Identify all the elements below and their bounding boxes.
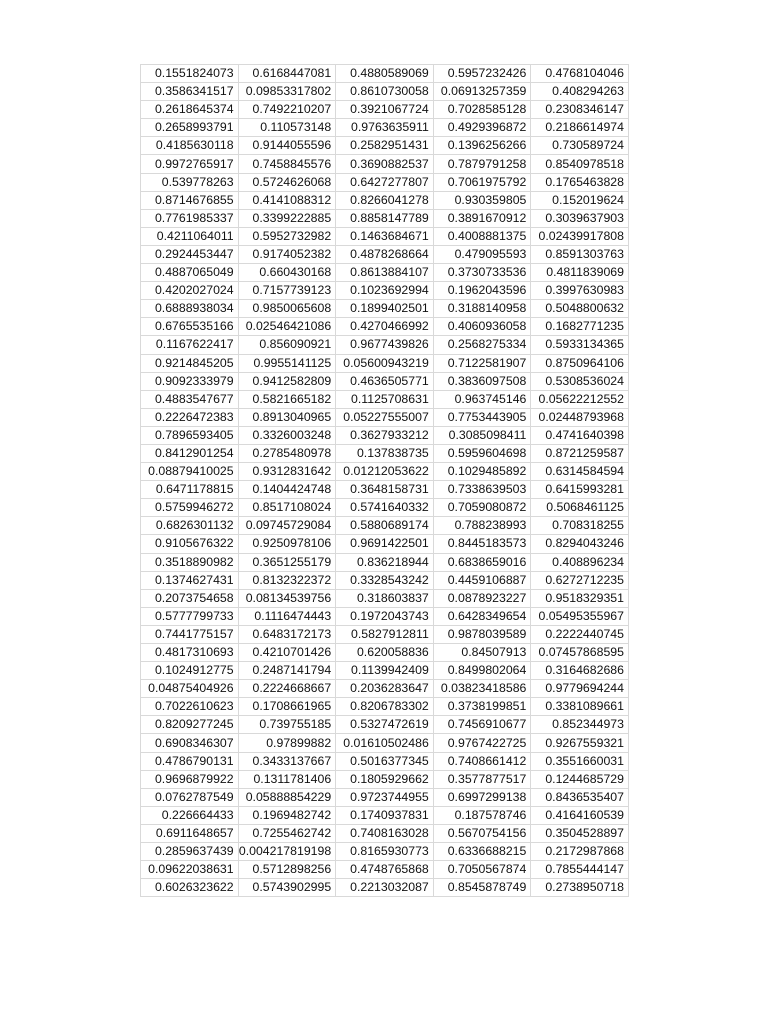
table-cell[interactable]: 0.2224668667 bbox=[238, 680, 336, 698]
table-row bbox=[141, 698, 629, 716]
table-cell[interactable]: 0.4883547677 bbox=[141, 390, 239, 408]
table-cell[interactable]: 0.6826301132 bbox=[141, 517, 239, 535]
table-cell[interactable]: 0.5743902995 bbox=[238, 879, 336, 897]
table-cell[interactable]: 0.7761985337 bbox=[141, 209, 239, 227]
table-cell[interactable]: 0.152019624 bbox=[531, 191, 629, 209]
table-row bbox=[141, 227, 629, 245]
table-row bbox=[141, 155, 629, 173]
table-row bbox=[141, 680, 629, 698]
table-cell[interactable]: 0.2924453447 bbox=[141, 245, 239, 263]
table-cell[interactable]: 0.9214845205 bbox=[141, 354, 239, 372]
table-cell[interactable]: 0.3627933212 bbox=[336, 426, 434, 444]
table-cell[interactable]: 0.5670754156 bbox=[433, 824, 531, 842]
table-cell[interactable]: 0.1740937831 bbox=[336, 806, 434, 824]
table-cell[interactable]: 0.3381089661 bbox=[531, 698, 629, 716]
table-cell[interactable]: 0.07457868595 bbox=[531, 644, 629, 662]
table-cell[interactable]: 0.7753443905 bbox=[433, 408, 531, 426]
table-cell[interactable]: 0.788238993 bbox=[433, 517, 531, 535]
table-cell[interactable]: 0.05622212552 bbox=[531, 390, 629, 408]
table-cell[interactable]: 0.9518329351 bbox=[531, 589, 629, 607]
table-cell[interactable]: 0.8412901254 bbox=[141, 444, 239, 462]
table-cell[interactable]: 0.9878039589 bbox=[433, 625, 531, 643]
table-cell[interactable]: 0.3433137667 bbox=[238, 752, 336, 770]
table-cell[interactable]: 0.620058836 bbox=[336, 644, 434, 662]
table-row bbox=[141, 734, 629, 752]
table-cell[interactable]: 0.4786790131 bbox=[141, 752, 239, 770]
table-cell[interactable]: 0.7157739123 bbox=[238, 282, 336, 300]
table-cell[interactable]: 0.2859637439 bbox=[141, 843, 239, 861]
table-cell[interactable]: 0.9412582809 bbox=[238, 372, 336, 390]
table-cell[interactable]: 0.739755185 bbox=[238, 716, 336, 734]
table-cell[interactable]: 0.408294263 bbox=[531, 83, 629, 101]
table-cell[interactable]: 0.08134539756 bbox=[238, 589, 336, 607]
table-cell[interactable]: 0.2073754658 bbox=[141, 589, 239, 607]
table-cell[interactable]: 0.318603837 bbox=[336, 589, 434, 607]
table-cell[interactable]: 0.2222440745 bbox=[531, 625, 629, 643]
table-cell[interactable]: 0.09853317802 bbox=[238, 83, 336, 101]
table-cell[interactable]: 0.7896593405 bbox=[141, 426, 239, 444]
table-cell[interactable]: 0.8206783302 bbox=[336, 698, 434, 716]
table-cell[interactable]: 0.4636505771 bbox=[336, 372, 434, 390]
table-cell[interactable]: 0.05227555007 bbox=[336, 408, 434, 426]
table-cell[interactable]: 0.97899882 bbox=[238, 734, 336, 752]
table-cell[interactable]: 0.3738199851 bbox=[433, 698, 531, 716]
table-row bbox=[141, 354, 629, 372]
table-cell[interactable]: 0.4880589069 bbox=[336, 65, 434, 83]
table-cell[interactable]: 0.7458845576 bbox=[238, 155, 336, 173]
table-cell[interactable]: 0.7050567874 bbox=[433, 861, 531, 879]
table-cell[interactable]: 0.1374627431 bbox=[141, 571, 239, 589]
table-cell[interactable]: 0.5048800632 bbox=[531, 300, 629, 318]
table-cell[interactable]: 0.7492210207 bbox=[238, 101, 336, 119]
table-row bbox=[141, 463, 629, 481]
table-cell[interactable]: 0.4202027024 bbox=[141, 282, 239, 300]
table-cell[interactable]: 0.05600943219 bbox=[336, 354, 434, 372]
table-cell[interactable]: 0.6765535166 bbox=[141, 318, 239, 336]
table-cell[interactable]: 0.7059080872 bbox=[433, 499, 531, 517]
table-cell[interactable]: 0.1125708631 bbox=[336, 390, 434, 408]
table-cell[interactable]: 0.8266041278 bbox=[336, 191, 434, 209]
table-cell[interactable]: 0.4008881375 bbox=[433, 227, 531, 245]
table-cell[interactable]: 0.02546421086 bbox=[238, 318, 336, 336]
table-cell[interactable]: 0.0878923227 bbox=[433, 589, 531, 607]
table-cell[interactable]: 0.9691422501 bbox=[336, 535, 434, 553]
table-cell[interactable]: 0.4817310693 bbox=[141, 644, 239, 662]
table-cell[interactable]: 0.6908346307 bbox=[141, 734, 239, 752]
table-cell[interactable]: 0.1899402501 bbox=[336, 300, 434, 318]
table-cell[interactable]: 0.8499802064 bbox=[433, 662, 531, 680]
table-row bbox=[141, 589, 629, 607]
table-cell[interactable]: 0.5759946272 bbox=[141, 499, 239, 517]
table-row bbox=[141, 390, 629, 408]
table-cell[interactable]: 0.5952732982 bbox=[238, 227, 336, 245]
table-row bbox=[141, 408, 629, 426]
table-cell[interactable]: 0.8613884107 bbox=[336, 264, 434, 282]
table-cell[interactable]: 0.1463684671 bbox=[336, 227, 434, 245]
table-cell[interactable]: 0.137838735 bbox=[336, 444, 434, 462]
table-cell[interactable]: 0.9767422725 bbox=[433, 734, 531, 752]
table-cell[interactable]: 0.5959604698 bbox=[433, 444, 531, 462]
table-cell[interactable]: 0.4748765868 bbox=[336, 861, 434, 879]
table-row bbox=[141, 300, 629, 318]
table-cell[interactable]: 0.852344973 bbox=[531, 716, 629, 734]
table-row bbox=[141, 173, 629, 191]
table-cell[interactable]: 0.5741640332 bbox=[336, 499, 434, 517]
table-row bbox=[141, 662, 629, 680]
table-row bbox=[141, 535, 629, 553]
table-row bbox=[141, 209, 629, 227]
table-cell[interactable]: 0.7879791258 bbox=[433, 155, 531, 173]
table-cell[interactable]: 0.7408163028 bbox=[336, 824, 434, 842]
table-cell[interactable]: 0.5827912811 bbox=[336, 625, 434, 643]
table-cell[interactable]: 0.6428349654 bbox=[433, 607, 531, 625]
table-cell[interactable]: 0.8714676855 bbox=[141, 191, 239, 209]
table-cell[interactable]: 0.3164682686 bbox=[531, 662, 629, 680]
data-table bbox=[140, 64, 629, 897]
table-cell[interactable]: 0.5724626068 bbox=[238, 173, 336, 191]
table-cell[interactable]: 0.9174052382 bbox=[238, 245, 336, 263]
table-cell[interactable]: 0.3188140958 bbox=[433, 300, 531, 318]
table-cell[interactable]: 0.1962043596 bbox=[433, 282, 531, 300]
table-cell[interactable]: 0.3730733536 bbox=[433, 264, 531, 282]
table-cell[interactable]: 0.84507913 bbox=[433, 644, 531, 662]
table-row bbox=[141, 336, 629, 354]
table-cell[interactable]: 0.09622038631 bbox=[141, 861, 239, 879]
table-cell[interactable]: 0.110573148 bbox=[238, 119, 336, 137]
table-row bbox=[141, 517, 629, 535]
table-cell[interactable]: 0.8436535407 bbox=[531, 788, 629, 806]
table-cell[interactable]: 0.9144055596 bbox=[238, 137, 336, 155]
table-row bbox=[141, 553, 629, 571]
table-row bbox=[141, 137, 629, 155]
table-cell[interactable]: 0.3577877517 bbox=[433, 770, 531, 788]
table-cell[interactable]: 0.9105676322 bbox=[141, 535, 239, 553]
table-cell[interactable]: 0.02448793968 bbox=[531, 408, 629, 426]
table-row bbox=[141, 824, 629, 842]
table-row bbox=[141, 426, 629, 444]
table-cell[interactable]: 0.1805929662 bbox=[336, 770, 434, 788]
table-row bbox=[141, 752, 629, 770]
table-row bbox=[141, 101, 629, 119]
table-cell[interactable]: 0.539778263 bbox=[141, 173, 239, 191]
table-cell[interactable]: 0.4741640398 bbox=[531, 426, 629, 444]
table-cell[interactable]: 0.4185630118 bbox=[141, 137, 239, 155]
table-cell[interactable]: 0.3039637903 bbox=[531, 209, 629, 227]
table-cell[interactable]: 0.408896234 bbox=[531, 553, 629, 571]
table-cell[interactable]: 0.1682771235 bbox=[531, 318, 629, 336]
table-cell[interactable]: 0.6997299138 bbox=[433, 788, 531, 806]
table-cell[interactable]: 0.06913257359 bbox=[433, 83, 531, 101]
table-cell[interactable]: 0.5327472619 bbox=[336, 716, 434, 734]
table-cell[interactable]: 0.5880689174 bbox=[336, 517, 434, 535]
table-row bbox=[141, 879, 629, 897]
table-cell[interactable]: 0.6911648657 bbox=[141, 824, 239, 842]
table-cell[interactable]: 0.3504528897 bbox=[531, 824, 629, 842]
table-cell[interactable]: 0.4878268664 bbox=[336, 245, 434, 263]
table-cell[interactable]: 0.09745729084 bbox=[238, 517, 336, 535]
table-cell[interactable]: 0.660430168 bbox=[238, 264, 336, 282]
table-cell[interactable]: 0.6168447081 bbox=[238, 65, 336, 83]
table-row bbox=[141, 571, 629, 589]
table-row bbox=[141, 65, 629, 83]
table-row bbox=[141, 861, 629, 879]
table-cell[interactable]: 0.9850065608 bbox=[238, 300, 336, 318]
table-row bbox=[141, 806, 629, 824]
table-cell[interactable]: 0.6272712235 bbox=[531, 571, 629, 589]
table-cell[interactable]: 0.004217819198 bbox=[238, 843, 336, 861]
table-cell[interactable]: 0.4459106887 bbox=[433, 571, 531, 589]
table-row bbox=[141, 372, 629, 390]
table-cell[interactable]: 0.7408661412 bbox=[433, 752, 531, 770]
table-cell[interactable]: 0.3586341517 bbox=[141, 83, 239, 101]
table-cell[interactable]: 0.7338639503 bbox=[433, 481, 531, 499]
table-row bbox=[141, 843, 629, 861]
table-cell[interactable]: 0.3651255179 bbox=[238, 553, 336, 571]
table-cell[interactable]: 0.2172987868 bbox=[531, 843, 629, 861]
table-row bbox=[141, 191, 629, 209]
table-row bbox=[141, 119, 629, 137]
table-cell[interactable]: 0.3997630983 bbox=[531, 282, 629, 300]
table-cell[interactable]: 0.6336688215 bbox=[433, 843, 531, 861]
table-cell[interactable]: 0.6471178815 bbox=[141, 481, 239, 499]
table-cell[interactable]: 0.4164160539 bbox=[531, 806, 629, 824]
table-cell[interactable]: 0.5933134365 bbox=[531, 336, 629, 354]
table-cell[interactable]: 0.8913040965 bbox=[238, 408, 336, 426]
table-cell[interactable]: 0.1765463828 bbox=[531, 173, 629, 191]
table-row bbox=[141, 444, 629, 462]
table-cell[interactable]: 0.3921067724 bbox=[336, 101, 434, 119]
table-cell[interactable]: 0.1024912775 bbox=[141, 662, 239, 680]
table-cell[interactable]: 0.5068461125 bbox=[531, 499, 629, 517]
table-cell[interactable]: 0.730589724 bbox=[531, 137, 629, 155]
table-cell[interactable]: 0.7022610623 bbox=[141, 698, 239, 716]
table-cell[interactable]: 0.3648158731 bbox=[336, 481, 434, 499]
table-row bbox=[141, 644, 629, 662]
table-cell[interactable]: 0.8858147789 bbox=[336, 209, 434, 227]
table-cell[interactable]: 0.9312831642 bbox=[238, 463, 336, 481]
table-cell[interactable]: 0.7255462742 bbox=[238, 824, 336, 842]
table-cell[interactable]: 0.4210701426 bbox=[238, 644, 336, 662]
table-cell[interactable]: 0.2487141794 bbox=[238, 662, 336, 680]
table-cell[interactable]: 0.8750964106 bbox=[531, 354, 629, 372]
table-cell[interactable]: 0.3836097508 bbox=[433, 372, 531, 390]
table-cell[interactable]: 0.9723744955 bbox=[336, 788, 434, 806]
table-cell[interactable]: 0.5712898256 bbox=[238, 861, 336, 879]
table-cell[interactable]: 0.9677439826 bbox=[336, 336, 434, 354]
table-cell[interactable]: 0.1244685729 bbox=[531, 770, 629, 788]
table-cell[interactable]: 0.1972043743 bbox=[336, 607, 434, 625]
table-cell[interactable]: 0.4929396872 bbox=[433, 119, 531, 137]
table-cell[interactable]: 0.2738950718 bbox=[531, 879, 629, 897]
table-cell[interactable]: 0.6026323622 bbox=[141, 879, 239, 897]
table-cell[interactable]: 0.4768104046 bbox=[531, 65, 629, 83]
table-cell[interactable]: 0.6314584594 bbox=[531, 463, 629, 481]
table-cell[interactable]: 0.1116474443 bbox=[238, 607, 336, 625]
table-cell[interactable]: 0.3326003248 bbox=[238, 426, 336, 444]
table-cell[interactable]: 0.6427277807 bbox=[336, 173, 434, 191]
table-cell[interactable]: 0.1311781406 bbox=[238, 770, 336, 788]
table-cell[interactable]: 0.8545878749 bbox=[433, 879, 531, 897]
table-cell[interactable]: 0.8610730058 bbox=[336, 83, 434, 101]
table-cell[interactable]: 0.3399222885 bbox=[238, 209, 336, 227]
table-cell[interactable]: 0.1139942409 bbox=[336, 662, 434, 680]
table-cell[interactable]: 0.6415993281 bbox=[531, 481, 629, 499]
table-row bbox=[141, 607, 629, 625]
table-row bbox=[141, 282, 629, 300]
table-cell[interactable]: 0.2618645374 bbox=[141, 101, 239, 119]
table-cell[interactable]: 0.01212053622 bbox=[336, 463, 434, 481]
table-cell[interactable]: 0.1396256266 bbox=[433, 137, 531, 155]
table-cell[interactable]: 0.0762787549 bbox=[141, 788, 239, 806]
table-cell[interactable]: 0.3085098411 bbox=[433, 426, 531, 444]
table-cell[interactable]: 0.4211064011 bbox=[141, 227, 239, 245]
table-cell[interactable]: 0.2036283647 bbox=[336, 680, 434, 698]
table-row bbox=[141, 264, 629, 282]
table-row bbox=[141, 318, 629, 336]
table-cell[interactable]: 0.479095593 bbox=[433, 245, 531, 263]
table-cell[interactable]: 0.08879410025 bbox=[141, 463, 239, 481]
table-cell[interactable]: 0.2582951431 bbox=[336, 137, 434, 155]
table-row bbox=[141, 716, 629, 734]
table-cell[interactable]: 0.7441775157 bbox=[141, 625, 239, 643]
table-cell[interactable]: 0.930359805 bbox=[433, 191, 531, 209]
table-cell[interactable]: 0.9955141125 bbox=[238, 354, 336, 372]
table-cell[interactable]: 0.05495355967 bbox=[531, 607, 629, 625]
table-cell[interactable]: 0.8165930773 bbox=[336, 843, 434, 861]
table-cell[interactable]: 0.4811839069 bbox=[531, 264, 629, 282]
table-row bbox=[141, 770, 629, 788]
table-cell[interactable]: 0.6888938034 bbox=[141, 300, 239, 318]
table-cell[interactable]: 0.187578746 bbox=[433, 806, 531, 824]
table-cell[interactable]: 0.836218944 bbox=[336, 553, 434, 571]
table-cell[interactable]: 0.3891670912 bbox=[433, 209, 531, 227]
table-row bbox=[141, 245, 629, 263]
table-cell[interactable]: 0.8132322372 bbox=[238, 571, 336, 589]
table-cell[interactable]: 0.04875404926 bbox=[141, 680, 239, 698]
table-cell[interactable]: 0.963745146 bbox=[433, 390, 531, 408]
table-cell[interactable]: 0.5016377345 bbox=[336, 752, 434, 770]
table-cell[interactable]: 0.3551660031 bbox=[531, 752, 629, 770]
table-cell[interactable]: 0.1023692994 bbox=[336, 282, 434, 300]
table-cell[interactable]: 0.5821665182 bbox=[238, 390, 336, 408]
table-cell[interactable]: 0.708318255 bbox=[531, 517, 629, 535]
table-cell[interactable]: 0.1029485892 bbox=[433, 463, 531, 481]
table-cell[interactable]: 0.9696879922 bbox=[141, 770, 239, 788]
table-cell[interactable]: 0.03823418586 bbox=[433, 680, 531, 698]
table-cell[interactable]: 0.856090921 bbox=[238, 336, 336, 354]
table-cell[interactable]: 0.1708661965 bbox=[238, 698, 336, 716]
table-cell[interactable]: 0.5308536024 bbox=[531, 372, 629, 390]
table-cell[interactable]: 0.9092333979 bbox=[141, 372, 239, 390]
table-cell[interactable]: 0.2658993791 bbox=[141, 119, 239, 137]
table-cell[interactable]: 0.8721259587 bbox=[531, 444, 629, 462]
table-cell[interactable]: 0.2226472383 bbox=[141, 408, 239, 426]
table-row bbox=[141, 499, 629, 517]
table-body bbox=[141, 65, 629, 897]
table-cell[interactable]: 0.5777799733 bbox=[141, 607, 239, 625]
table-cell[interactable]: 0.9972765917 bbox=[141, 155, 239, 173]
table-cell[interactable]: 0.8591303763 bbox=[531, 245, 629, 263]
table-row bbox=[141, 83, 629, 101]
table-cell[interactable]: 0.2213032087 bbox=[336, 879, 434, 897]
table-cell[interactable]: 0.9250978106 bbox=[238, 535, 336, 553]
table-cell[interactable]: 0.2785480978 bbox=[238, 444, 336, 462]
table-cell[interactable]: 0.8209277245 bbox=[141, 716, 239, 734]
table-cell[interactable]: 0.01610502486 bbox=[336, 734, 434, 752]
table-cell[interactable]: 0.8517108024 bbox=[238, 499, 336, 517]
table-cell[interactable]: 0.3328543242 bbox=[336, 571, 434, 589]
table-cell[interactable]: 0.7122581907 bbox=[433, 354, 531, 372]
table-cell[interactable]: 0.6483172173 bbox=[238, 625, 336, 643]
table-cell[interactable]: 0.7028585128 bbox=[433, 101, 531, 119]
table-row bbox=[141, 788, 629, 806]
table-cell[interactable]: 0.02439917808 bbox=[531, 227, 629, 245]
table-cell[interactable]: 0.8540978518 bbox=[531, 155, 629, 173]
table-cell[interactable]: 0.4887065049 bbox=[141, 264, 239, 282]
table-cell[interactable]: 0.6838659016 bbox=[433, 553, 531, 571]
table-cell[interactable]: 0.5957232426 bbox=[433, 65, 531, 83]
table-cell[interactable]: 0.1551824073 bbox=[141, 65, 239, 83]
table-cell[interactable]: 0.7855444147 bbox=[531, 861, 629, 879]
table-cell[interactable]: 0.2186614974 bbox=[531, 119, 629, 137]
table-cell[interactable]: 0.7061975792 bbox=[433, 173, 531, 191]
table-cell[interactable]: 0.8445183573 bbox=[433, 535, 531, 553]
table-cell[interactable]: 0.1404424748 bbox=[238, 481, 336, 499]
table-cell[interactable]: 0.2308346147 bbox=[531, 101, 629, 119]
table-cell[interactable]: 0.4141088312 bbox=[238, 191, 336, 209]
table-cell[interactable]: 0.9779694244 bbox=[531, 680, 629, 698]
table-cell[interactable]: 0.3690882537 bbox=[336, 155, 434, 173]
table-cell[interactable]: 0.8294043246 bbox=[531, 535, 629, 553]
table-row bbox=[141, 625, 629, 643]
table-row bbox=[141, 481, 629, 499]
table-cell[interactable]: 0.7456910677 bbox=[433, 716, 531, 734]
table-cell[interactable]: 0.4270466992 bbox=[336, 318, 434, 336]
table-cell[interactable]: 0.9267559321 bbox=[531, 734, 629, 752]
table-cell[interactable]: 0.4060936058 bbox=[433, 318, 531, 336]
table-cell[interactable]: 0.9763635911 bbox=[336, 119, 434, 137]
table-cell[interactable]: 0.3518890982 bbox=[141, 553, 239, 571]
table-cell[interactable]: 0.1167622417 bbox=[141, 336, 239, 354]
table-cell[interactable]: 0.1969482742 bbox=[238, 806, 336, 824]
table-cell[interactable]: 0.05888854229 bbox=[238, 788, 336, 806]
table-cell[interactable]: 0.2568275334 bbox=[433, 336, 531, 354]
table-cell[interactable]: 0.226664433 bbox=[141, 806, 239, 824]
